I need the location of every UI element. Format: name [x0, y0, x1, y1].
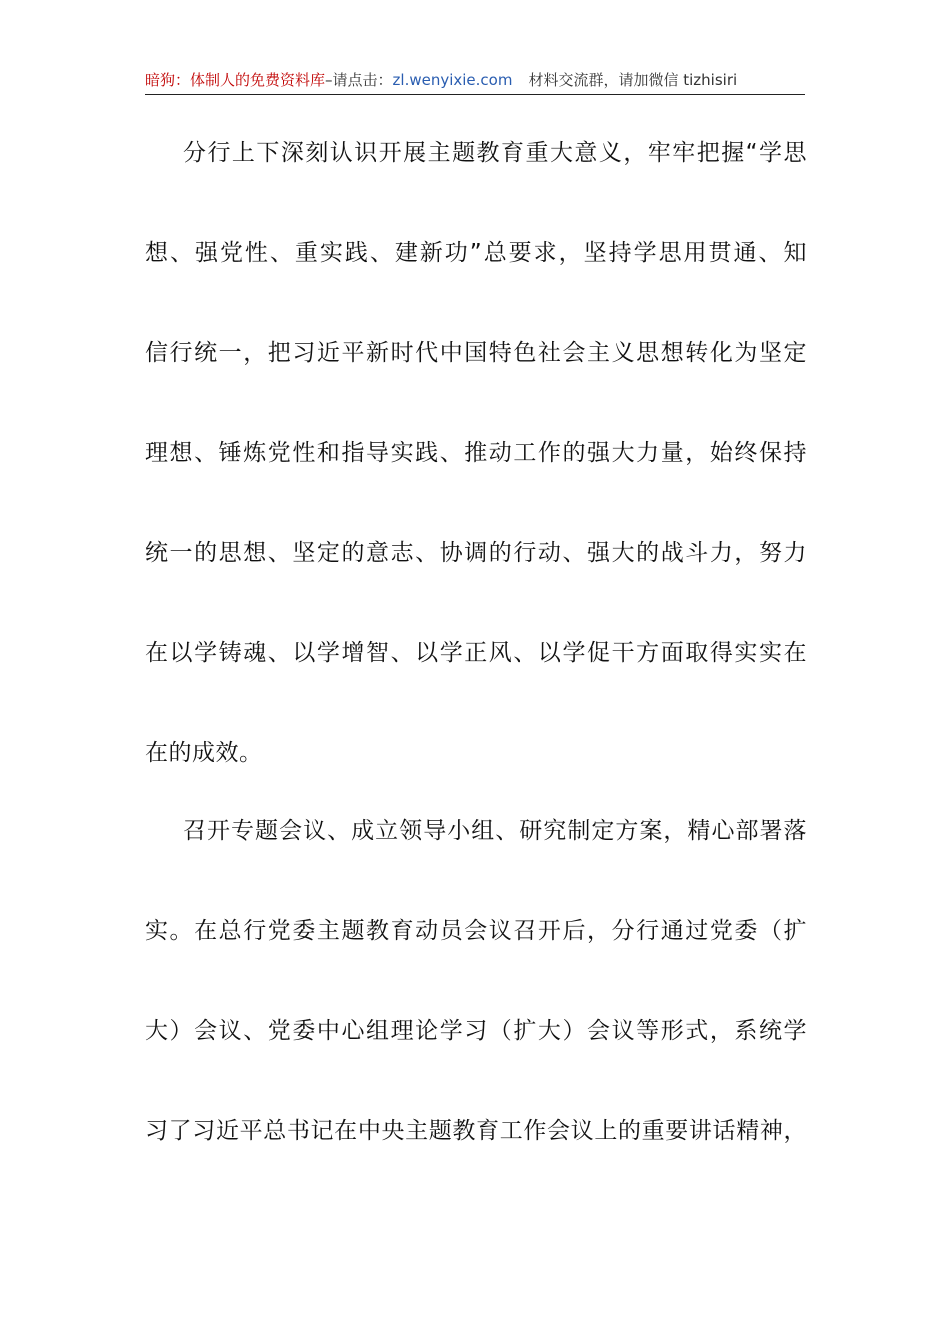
text-line: 想、强党性、重实践、建新功”总要求，坚持学思用贯通、知: [145, 240, 807, 266]
text-line: 在以学铸魂、以学增智、以学正风、以学促干方面取得实实在: [145, 640, 807, 666]
text-line: 分行上下深刻认识开展主题教育重大意义，牢牢把握“学思: [183, 140, 807, 166]
text-line: 信行统一，把习近平新时代中国特色社会主义思想转化为坚定: [145, 340, 807, 366]
paragraph: [145, 140, 807, 840]
text-line: 习了习近平总书记在中央主题教育工作会议上的重要讲话精神，: [145, 1118, 807, 1144]
page-header: [145, 66, 805, 95]
header-link[interactable]: zl.wenyixie.com: [392, 71, 513, 89]
header-prompt: –请点击：: [325, 71, 393, 89]
text-line: 召开专题会议、成立领导小组、研究制定方案，精心部署落: [183, 818, 807, 844]
paragraph: [145, 818, 807, 1218]
header-brand: 暗狗：体制人的免费资料库: [145, 71, 326, 89]
text-line: 理想、锤炼党性和指导实践、推动工作的强大力量，始终保持: [145, 440, 807, 466]
text-line: 大）会议、党委中心组理论学习（扩大）会议等形式，系统学: [145, 1018, 807, 1044]
text-line: 在的成效。: [145, 740, 263, 766]
header-contact: 材料交流群，请加微信 tizhisiri: [528, 71, 738, 89]
text-line: 实。在总行党委主题教育动员会议召开后，分行通过党委（扩: [145, 918, 807, 944]
text-line: 统一的思想、坚定的意志、协调的行动、强大的战斗力，努力: [145, 540, 807, 566]
